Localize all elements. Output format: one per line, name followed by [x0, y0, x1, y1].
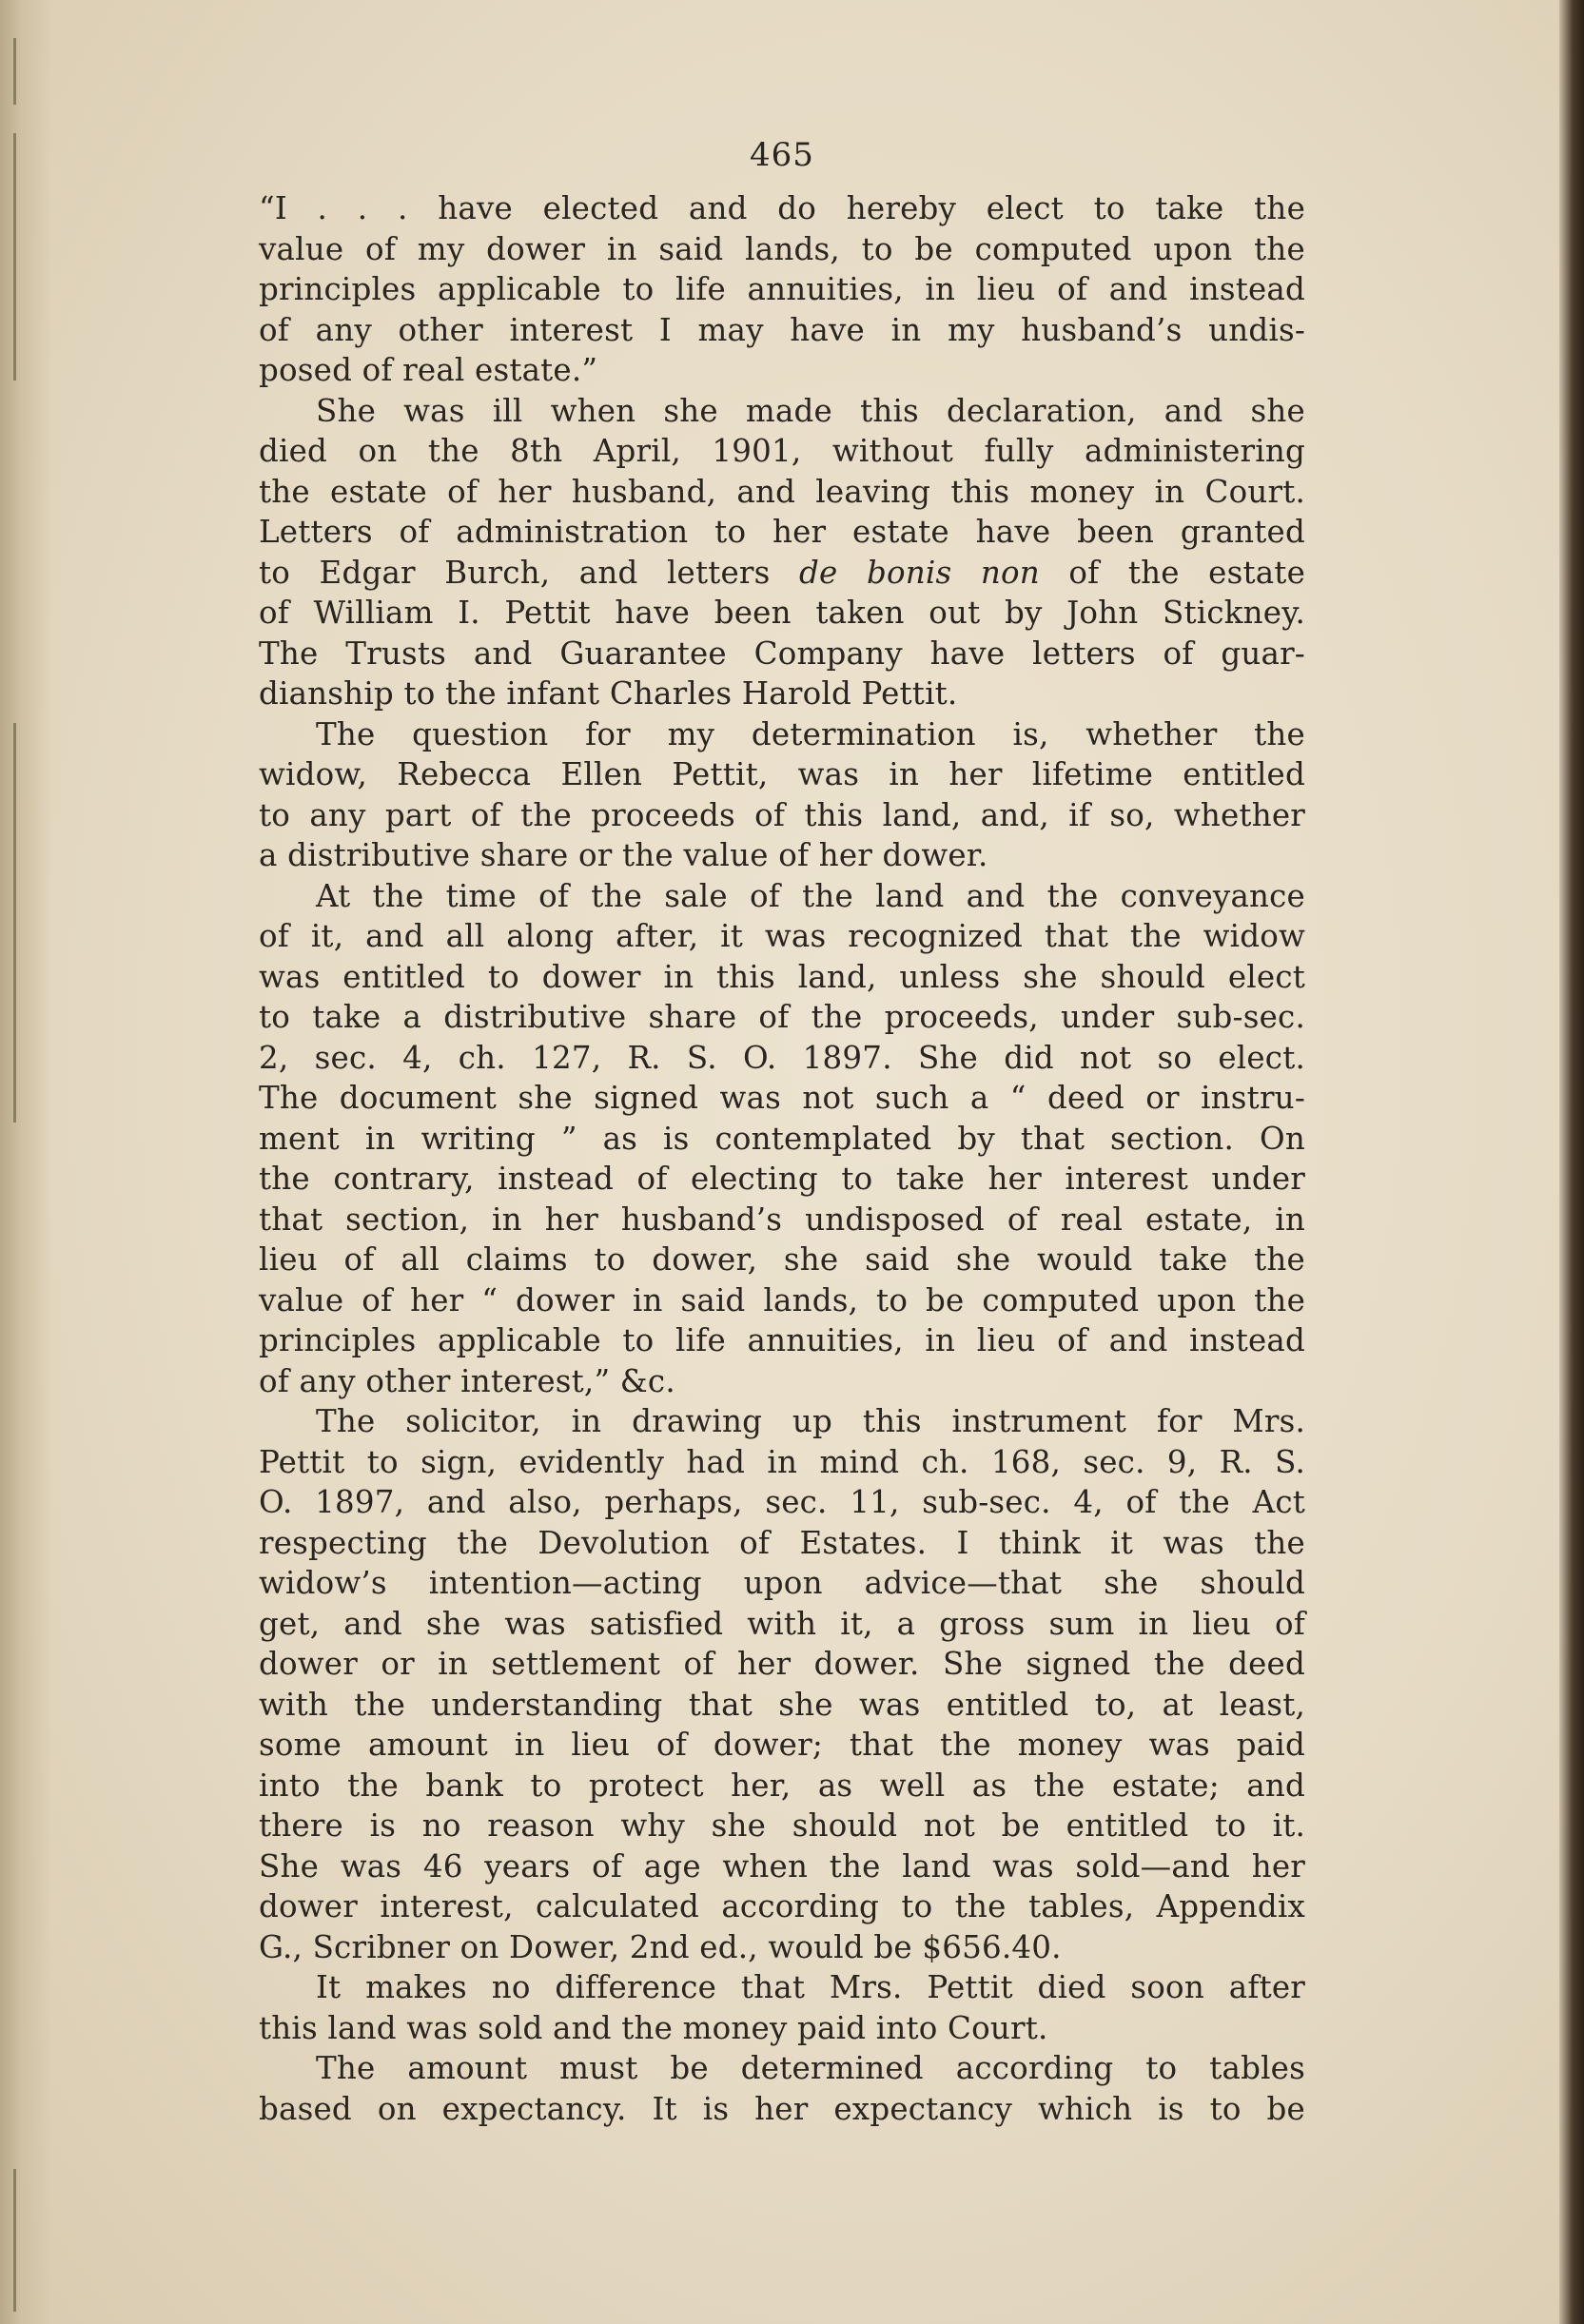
text-segment: to Edgar Burch, and letters: [259, 554, 800, 591]
text-line: The amount must be determined according to tables: [316, 2050, 1305, 2086]
text-line: The question for my determination is, whether the: [316, 715, 1305, 752]
text-line: dower or in settlement of her dower. She signed the deed: [259, 1646, 1305, 1682]
text-line: to any part of the proceeds of this land, and, if so, whether: [259, 796, 1305, 833]
text-line: died on the 8th April, 1901, without fully administering: [259, 433, 1305, 469]
text-line: At the time of the sale of the land and the conveyance: [316, 877, 1305, 914]
text-line: principles applicable to life annuities, in lieu of and instead: [259, 271, 1305, 307]
text-line: 2, sec. 4, ch. 127, R. S. O. 1897. She did not so elect.: [259, 1039, 1305, 1076]
text-line: this land was sold and the money paid into Court.: [259, 2009, 1048, 2046]
text-line: It makes no difference that Mrs. Pettit died soon after: [316, 1969, 1305, 2005]
text-line: principles applicable to life annuities, in lieu of and instead: [259, 1322, 1305, 1358]
italic-phrase: de bonis non: [799, 554, 1040, 591]
spine-mark: [13, 723, 16, 1123]
text-line: lieu of all claims to dower, she said she would take the: [259, 1241, 1305, 1278]
text-line: widow’s intention—acting upon advice—that she should: [259, 1565, 1305, 1601]
text-line: Letters of administration to her estate have been granted: [259, 514, 1305, 550]
text-line: The Trusts and Guarantee Company have letters of guar-: [259, 635, 1305, 672]
text-line: posed of real estate.”: [259, 352, 598, 388]
spine-mark: [13, 133, 16, 381]
text-line: G., Scribner on Dower, 2nd ed., would be $656.40.: [259, 1928, 1062, 1965]
text-line: with the understanding that she was entitled to, at least,: [259, 1686, 1305, 1723]
text-line: The document she signed was not such a “ deed or instru-: [259, 1080, 1305, 1116]
text-line: based on expectancy. It is her expectancy which is to be: [259, 2090, 1305, 2127]
text-line: into the bank to protect her, as well as the estate; and: [259, 1767, 1305, 1804]
text-line: of it, and all along after, it was recognized that the widow: [259, 918, 1305, 954]
text-line: dianship to the infant Charles Harold Pettit.: [259, 675, 958, 712]
text-line: dower interest, calculated according to the tables, Appendix: [259, 1888, 1305, 1924]
spine-mark: [13, 38, 16, 105]
text-line: Pettit to sign, evidently had in mind ch. 168, sec. 9, R. S.: [259, 1443, 1305, 1480]
text-line: The solicitor, in drawing up this instrument for Mrs.: [316, 1403, 1305, 1439]
text-line: widow, Rebecca Ellen Pettit, was in her lifetime entitled: [259, 756, 1305, 792]
page-right-edge: [1559, 0, 1584, 2324]
body-text: [259, 188, 1305, 2129]
text-line: of any other interest,” &c.: [259, 1362, 675, 1399]
page-number: 465: [750, 136, 814, 174]
text-line: to take a distributive share of the proceeds, under sub-sec.: [259, 999, 1305, 1035]
text-line: O. 1897, and also, perhaps, sec. 11, sub-sec. 4, of the Act: [259, 1484, 1305, 1520]
text-line: get, and she was satisfied with it, a gross sum in lieu of: [259, 1605, 1305, 1642]
text-line: She was ill when she made this declaration, and she: [316, 392, 1305, 429]
text-line: some amount in lieu of dower; that the money was paid: [259, 1727, 1305, 1763]
text-line: ment in writing ” as is contemplated by that section. On: [259, 1120, 1305, 1157]
text-line: a distributive share or the value of her dower.: [259, 837, 988, 873]
text-line: respecting the Devolution of Estates. I think it was the: [259, 1524, 1305, 1561]
text-line: that section, in her husband’s undisposed of real estate, in: [259, 1201, 1305, 1238]
text-line: She was 46 years of age when the land was sold—and her: [259, 1847, 1305, 1885]
text-line: of William I. Pettit have been taken out by John Stickney.: [259, 595, 1305, 631]
text-block: [259, 122, 1305, 2129]
text-line: of any other interest I may have in my husband’s undis-: [259, 311, 1305, 348]
text-segment: of the estate: [1039, 554, 1306, 591]
binding-gutter-shadow: [0, 0, 52, 2324]
text-line: the estate of her husband, and leaving this money in Court.: [259, 473, 1305, 510]
text-line: value of her “ dower in said lands, to be computed upon the: [259, 1281, 1305, 1318]
text-line: [259, 553, 1305, 594]
text-line: the contrary, instead of electing to take her interest under: [259, 1161, 1305, 1197]
spine-mark: [13, 2169, 16, 2312]
text-line: there is no reason why she should not be entitled to it.: [259, 1807, 1305, 1844]
text-line: was entitled to dower in this land, unless she should elect: [259, 958, 1305, 995]
text-line: “I . . . have elected and do hereby elect to take the: [259, 190, 1305, 226]
text-line: value of my dower in said lands, to be computed upon the: [259, 230, 1305, 267]
